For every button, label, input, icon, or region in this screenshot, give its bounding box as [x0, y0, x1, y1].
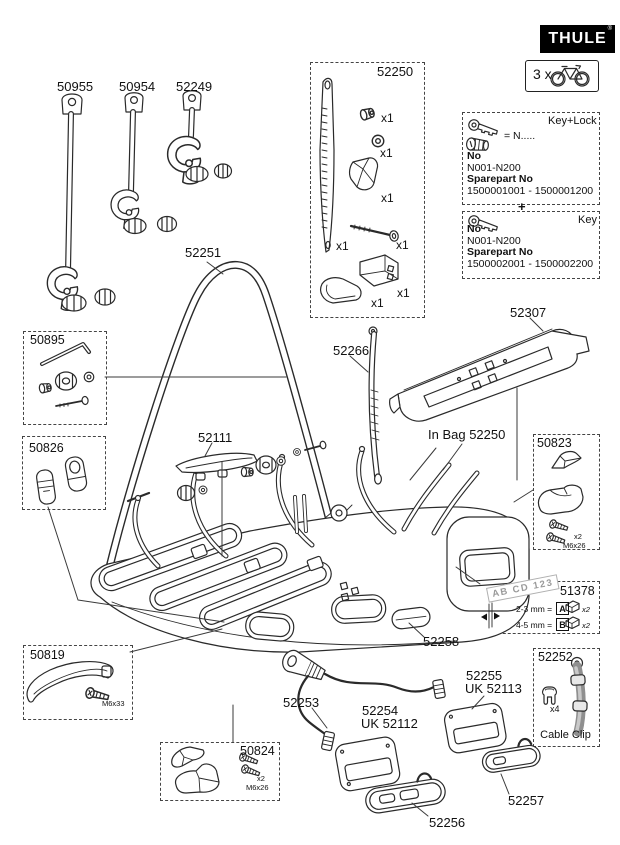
label-52266: 52266 — [333, 343, 370, 358]
label-in-bag-52250: In Bag 52250 — [428, 427, 506, 442]
arm-50955-art — [47, 94, 115, 311]
label-52250: 52250 — [377, 64, 414, 79]
key-title: Key — [578, 214, 597, 226]
label-52252: 52252 — [538, 650, 573, 664]
kit-50819-art — [27, 662, 113, 703]
qty-x1-label: x1 — [397, 286, 410, 300]
lamp-52255-art — [443, 702, 508, 754]
plate-row-qty: x2 — [582, 621, 590, 630]
qty-x1-label: x1 — [371, 296, 384, 310]
qty-x4-label: x4 — [550, 704, 560, 714]
size-m6x33-label: M6x33 — [102, 699, 125, 708]
sparepart-value: 1500002001 - 1500002200 — [467, 257, 594, 270]
key-lock-equals: = N..... — [504, 130, 536, 142]
label-52307: 52307 — [510, 305, 547, 320]
no-label: No — [467, 223, 481, 235]
label-52254-uk: UK 52112 — [361, 716, 418, 731]
lamp-52254-art — [334, 736, 401, 793]
no-label: No — [467, 150, 481, 162]
no-value: N001-N200 — [467, 234, 521, 247]
plate-row-range: 4-5 mm = — [516, 620, 553, 630]
arm-52249-art — [168, 91, 232, 184]
qty-x2-label: x2 — [257, 774, 265, 783]
registered-mark: ® — [607, 26, 613, 32]
label-52256: 52256 — [429, 815, 466, 830]
arm-50954-art — [111, 93, 176, 234]
qty-x1-label: x1 — [381, 191, 394, 205]
bike-quantity-label: 3 x — [533, 66, 552, 82]
plate-row-qty: x2 — [582, 605, 590, 614]
qty-x2-label: x2 — [574, 532, 582, 541]
label-52255-uk: UK 52113 — [465, 681, 522, 696]
cover-52111-art — [176, 441, 327, 501]
label-50954: 50954 — [119, 79, 156, 94]
panel-52307-art — [390, 329, 589, 421]
license-plate: AB CD 123 — [486, 574, 560, 602]
sparepart-label: Sparepart No — [467, 173, 533, 185]
sparepart-value: 1500001001 - 1500001200 — [467, 184, 594, 197]
plate-row-range: 2-3 mm = — [516, 604, 553, 614]
label-52258: 52258 — [423, 634, 460, 649]
label-51378: 51378 — [560, 584, 595, 598]
carrier-body-art — [91, 447, 529, 653]
key-lock-title: Key+Lock — [548, 115, 597, 127]
kit-50895-art — [39, 344, 94, 407]
label-50823: 50823 — [537, 436, 572, 450]
label-50895: 50895 — [30, 333, 65, 347]
label-52111: 52111 — [198, 430, 233, 445]
label-52255: 52255 — [466, 668, 503, 683]
label-50819: 50819 — [30, 648, 65, 662]
label-52251: 52251 — [185, 245, 222, 260]
key-details — [467, 224, 593, 270]
key-lock-details — [467, 151, 593, 197]
label-52249: 52249 — [176, 79, 213, 94]
thule-logo-text: THULE — [548, 30, 607, 47]
label-50824: 50824 — [240, 744, 275, 758]
qty-x1-label: x1 — [381, 111, 394, 125]
label-52254: 52254 — [362, 703, 399, 718]
label-50826: 50826 — [29, 441, 64, 455]
thule-logo — [540, 25, 615, 53]
label-52257: 52257 — [508, 793, 545, 808]
kit-52252-art — [543, 658, 588, 733]
kit-50826-art — [36, 456, 88, 505]
strap-52266-art — [369, 327, 381, 484]
qty-x1-label: x1 — [396, 238, 409, 252]
plate-letter-a: A — [556, 602, 569, 615]
no-value: N001-N200 — [467, 161, 521, 174]
key-icon — [468, 119, 499, 137]
label-52253: 52253 — [283, 695, 320, 710]
plus-sign: + — [518, 199, 526, 214]
size-m6x26-label: M6x26 — [246, 783, 269, 792]
qty-x1-label: x1 — [336, 239, 349, 253]
label-cable-clip: Cable Clip — [540, 729, 591, 741]
label-50955: 50955 — [57, 79, 94, 94]
size-m6x26-label: M6x26 — [563, 541, 586, 550]
sparepart-label: Sparepart No — [467, 246, 533, 258]
plate-letter-b: B — [556, 618, 569, 631]
qty-x1-label: x1 — [380, 146, 393, 160]
